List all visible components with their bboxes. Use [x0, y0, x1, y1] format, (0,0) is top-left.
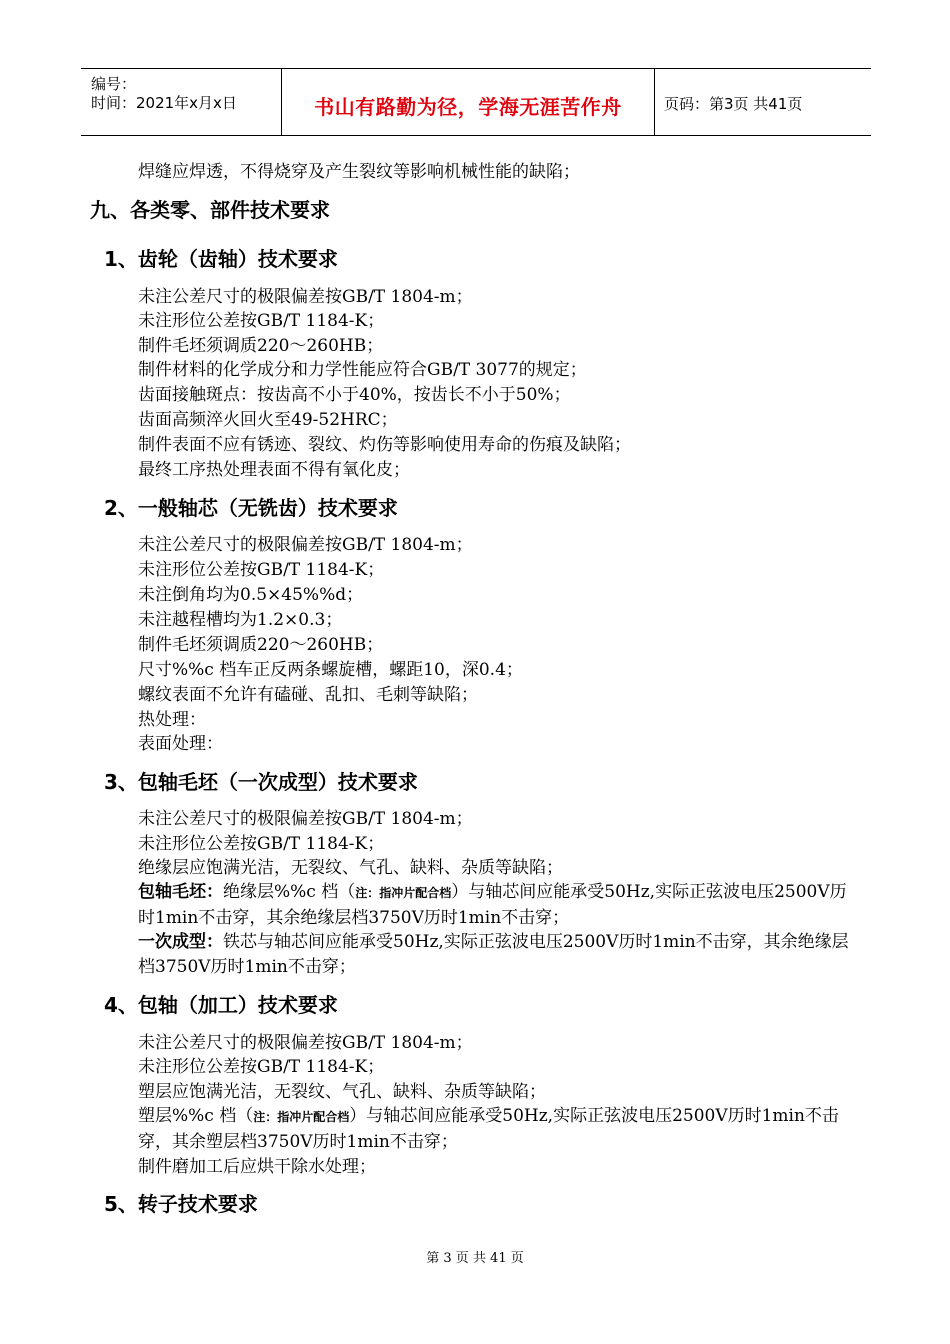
- s3-p1-lead: 包轴毛坯：: [138, 882, 223, 902]
- s3-line: 未注形位公差按GB/T 1184-K；: [138, 834, 385, 854]
- header-meta-cell: [81, 69, 282, 135]
- s2-line: 未注形位公差按GB/T 1184-K；: [138, 560, 385, 580]
- s4-title: 4、包轴（加工）技术要求: [104, 993, 338, 1017]
- s1-line: 制件材料的化学成分和力学性能应符合GB/T 3077的规定；: [138, 360, 587, 380]
- s4-p1-note: 注：指冲片配合档: [253, 1110, 350, 1124]
- s3-title: 3、包轴毛坯（一次成型）技术要求: [104, 770, 418, 794]
- s1-line: 未注公差尺寸的极限偏差按GB/T 1804-m；: [138, 287, 473, 307]
- s2-line: 制件毛坯须调质220～260HB；: [138, 635, 384, 655]
- s1-line: 齿面高频淬火回火至49-52HRC；: [138, 410, 398, 430]
- page-header: [81, 68, 871, 136]
- s3-p2-lead: 一次成型：: [138, 932, 223, 952]
- s4-p1-text-a: 塑层%%c 档（: [138, 1106, 254, 1126]
- s3-p1-text-b: ）与轴芯间应能承受50Hz,实际正弦波电压2500V历时1min不击穿，其余绝缘层档3750V历时1min不击穿；: [138, 882, 847, 928]
- s2-line: 未注越程槽均为1.2×0.3；: [138, 610, 343, 630]
- s3-paragraph-2: [138, 930, 862, 980]
- s2-line: 螺纹表面不允许有磕碰、乱扣、毛刺等缺陷；: [138, 685, 478, 705]
- s5-title: 5、转子技术要求: [104, 1192, 258, 1216]
- s4-line: 未注形位公差按GB/T 1184-K；: [138, 1057, 385, 1077]
- number-label: 编号：: [91, 75, 137, 93]
- s2-line: 表面处理：: [138, 734, 223, 754]
- s3-paragraph-1: [138, 880, 862, 931]
- s1-line: 制件表面不应有锈迹、裂纹、灼伤等影响使用寿命的伤痕及缺陷；: [138, 435, 631, 455]
- s2-line: 热处理：: [138, 710, 206, 730]
- time-label: 时间：2021年x月x日: [91, 94, 237, 112]
- section-title: 九、各类零、部件技术要求: [90, 198, 330, 222]
- motto-text: 书山有路勤为径，学海无涯苦作舟: [314, 95, 622, 119]
- s1-line: 最终工序热处理表面不得有氧化皮；: [138, 460, 410, 480]
- s1-line: 齿面接触斑点：按齿高不小于40%，按齿长不小于50%；: [138, 385, 571, 405]
- page-number-label: 页码：第3页 共41页: [664, 95, 803, 113]
- page-footer: 第 3 页 共 41 页: [426, 1251, 524, 1266]
- s1-title: 1、齿轮（齿轴）技术要求: [104, 247, 338, 271]
- s4-line: 未注公差尺寸的极限偏差按GB/T 1804-m；: [138, 1033, 473, 1053]
- s3-p1-text-a: 绝缘层%%c 档（: [223, 882, 356, 902]
- s4-last-line: 制件磨加工后应烘干除水处理；: [138, 1157, 376, 1177]
- s3-p1-note: 注：指冲片配合档: [355, 886, 452, 900]
- s3-line: 绝缘层应饱满光洁，无裂纹、气孔、缺料、杂质等缺陷；: [138, 858, 563, 878]
- s4-p1-text-b: ）与轴芯间应能承受50Hz,实际正弦波电压2500V历时1min不击穿，其余塑层档3750V历时1min不击穿；: [138, 1106, 839, 1152]
- s4-paragraph-1: [138, 1104, 862, 1155]
- s3-p2-text: 铁芯与轴芯间应能承受50Hz,实际正弦波电压2500V历时1min不击穿，其余绝缘层档3750V历时1min不击穿；: [138, 932, 849, 977]
- s1-line: 未注形位公差按GB/T 1184-K；: [138, 311, 385, 331]
- s2-line: 未注公差尺寸的极限偏差按GB/T 1804-m；: [138, 535, 473, 555]
- s2-title: 2、一般轴芯（无铣齿）技术要求: [104, 496, 398, 520]
- s3-line: 未注公差尺寸的极限偏差按GB/T 1804-m；: [138, 809, 473, 829]
- header-page-cell: [655, 69, 871, 135]
- s2-line: 尺寸%%c 档车正反两条螺旋槽，螺距10，深0.4；: [138, 660, 523, 680]
- header-motto-cell: [282, 69, 655, 135]
- s1-line: 制件毛坯须调质220～260HB；: [138, 336, 384, 356]
- s4-line: 塑层应饱满光洁，无裂纹、气孔、缺料、杂质等缺陷；: [138, 1082, 546, 1102]
- intro-line: 焊缝应焊透，不得烧穿及产生裂纹等影响机械性能的缺陷；: [138, 162, 580, 182]
- s2-line: 未注倒角均为0.5×45%%d；: [138, 585, 364, 605]
